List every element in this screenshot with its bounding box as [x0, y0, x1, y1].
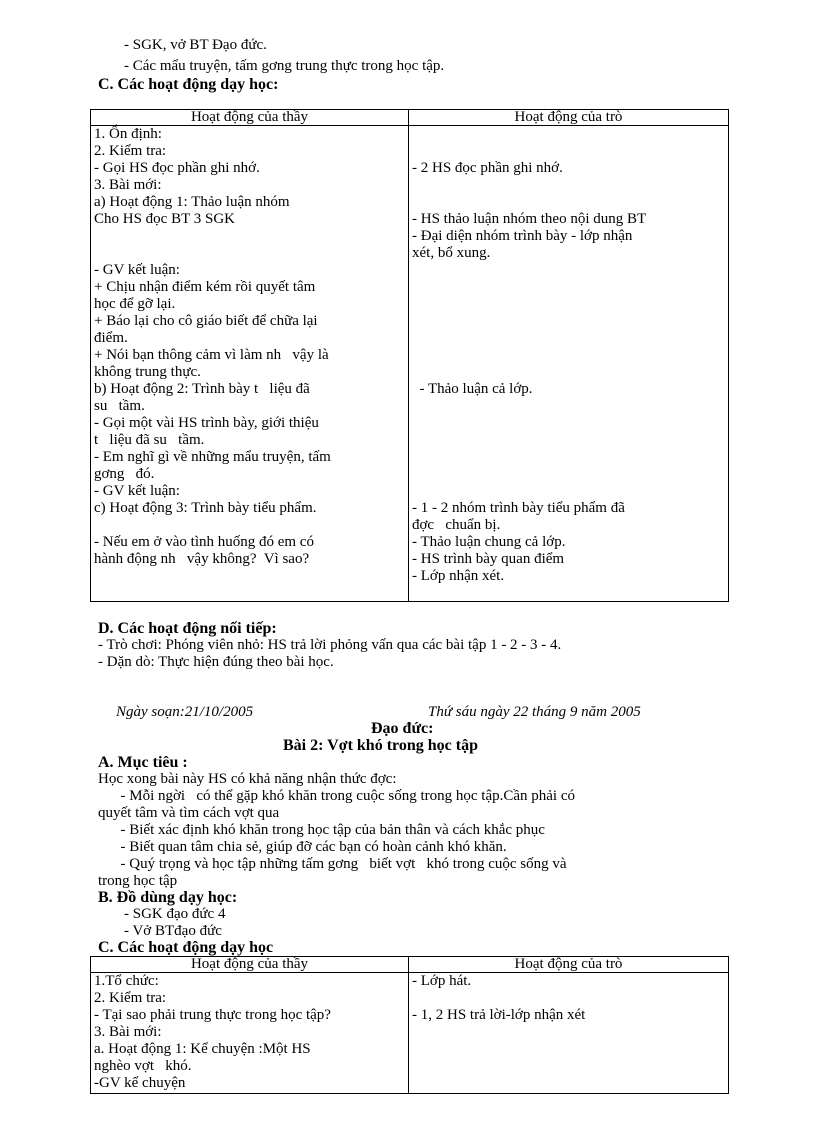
- table2-student-line: - 1, 2 HS trả lời-lớp nhận xét: [412, 1007, 586, 1023]
- table1-student-line: [412, 143, 725, 160]
- activities-table-1: [90, 109, 729, 602]
- table2-teacher-line: 1.Tổ chức:: [94, 973, 159, 989]
- table1-student-line: [412, 466, 725, 483]
- table1-teacher-line: + Chịu nhận điểm kém rồi quyết tâm: [94, 279, 316, 295]
- table1-student-line: [412, 194, 725, 211]
- table1-teacher-line: hành động nh vậy không? Vì sao?: [94, 551, 310, 567]
- section-a-heading: A. Mục tiêu :: [98, 754, 188, 771]
- table1-student-line: - HS trình bày quan điểm: [412, 551, 565, 567]
- table1-teacher-line: gơng đó.: [94, 466, 155, 482]
- table1-teacher-line: - Em nghĩ gì về những mẩu truyện, tấm: [94, 449, 331, 465]
- table1-teacher-line: không trung thực.: [94, 364, 201, 380]
- table1-teacher-line: 3. Bài mới:: [94, 177, 162, 193]
- table1-teacher-line: + Báo lại cho cô giáo biết để chữa lại: [94, 313, 318, 329]
- table2-student-line: [412, 990, 725, 1007]
- table1-student-cell: [409, 126, 729, 602]
- section-b-heading: B. Đồ dùng dạy học:: [98, 889, 238, 906]
- table2-teacher-line: - Tại sao phải trung thực trong học tập?: [94, 1007, 331, 1023]
- d-line-1: - Trò chơi: Phóng viên nhỏ: HS trả lời phỏng vấn qua các bài tập 1 - 2 - 3 - 4.: [98, 637, 562, 653]
- table2-student-line: [412, 1075, 725, 1092]
- table2-teacher-line: -GV kể chuyện: [94, 1075, 186, 1091]
- a-line-2: - Mỗi ngời có thể gặp khó khăn trong cuộc sống trong học tập.Cần phải có: [98, 788, 576, 804]
- table1-teacher-line: [94, 517, 405, 534]
- table2-student-line: [412, 1041, 725, 1058]
- date-prepared: Ngày soạn:21/10/2005: [116, 704, 254, 720]
- table1-student-line: [412, 177, 725, 194]
- activities-table-2: [90, 956, 729, 1094]
- table1-student-line: - Đại diện nhóm trình bày - lớp nhận: [412, 228, 633, 244]
- a-line-1: Học xong bài này HS có khả năng nhận thức đợc:: [98, 771, 397, 787]
- table1-student-line: [412, 364, 725, 381]
- intro-line-2: - Các mẩu truyện, tấm gơng trung thực trong học tập.: [124, 58, 445, 74]
- table1-student-lines: [412, 126, 725, 585]
- table1-teacher-line: su tầm.: [94, 398, 145, 414]
- table1-teacher-line: 2. Kiểm tra:: [94, 143, 167, 159]
- table1-teacher-lines: [94, 126, 405, 568]
- table1-teacher-line: - Gọi HS đọc phần ghi nhớ.: [94, 160, 260, 176]
- table2-student-line: [412, 1024, 725, 1041]
- table2-student-cell: [409, 973, 729, 1094]
- table2-teacher-line: 3. Bài mới:: [94, 1024, 162, 1040]
- b-line-1: - SGK đạo đức 4: [124, 906, 226, 922]
- table1-teacher-cell: [91, 126, 409, 602]
- table2-student-line: - Lớp hát.: [412, 973, 472, 989]
- table1-student-line: [412, 330, 725, 347]
- table1-teacher-line: a) Hoạt động 1: Thảo luận nhóm: [94, 194, 290, 210]
- table1-student-line: [412, 347, 725, 364]
- table1-student-line: - 1 - 2 nhóm trình bày tiểu phẩm đã: [412, 500, 625, 516]
- date-taught: Thứ sáu ngày 22 tháng 9 năm 2005: [428, 704, 641, 720]
- table1-student-line: [412, 279, 725, 296]
- table1-teacher-line: điểm.: [94, 330, 128, 346]
- table1-student-line: - HS thảo luận nhóm theo nội dung BT: [412, 211, 647, 227]
- table1-student-line: [412, 398, 725, 415]
- table1-teacher-line: 1. Ổn định:: [94, 126, 162, 142]
- table1-header-student: Hoạt động của trò: [409, 110, 729, 126]
- subject-title: Đạo đức:: [371, 720, 434, 737]
- table1-teacher-line: [94, 228, 405, 245]
- table1-header-teacher: Hoạt động của thầy: [91, 110, 409, 126]
- table2-header-teacher: Hoạt động của thầy: [91, 957, 409, 973]
- a-line-4: - Biết xác định khó khăn trong học tập của bản thân và cách khắc phục: [98, 822, 545, 838]
- table1-student-line: [412, 313, 725, 330]
- a-line-3: quyết tâm và tìm cách vợt qua: [98, 805, 280, 821]
- table1-teacher-line: t liệu đã su tầm.: [94, 432, 205, 448]
- table1-teacher-line: b) Hoạt động 2: Trình bày t liệu đã: [94, 381, 310, 397]
- table1-student-line: [412, 296, 725, 313]
- table1-student-line: [412, 126, 725, 143]
- a-line-6: - Quý trọng và học tập những tấm gơng biết vợt khó trong cuộc sống và: [98, 856, 567, 872]
- section-c1-heading: C. Các hoạt động dạy học:: [98, 76, 279, 93]
- d-line-2: - Dặn dò: Thực hiện đúng theo bài học.: [98, 654, 334, 670]
- table1-student-line: [412, 483, 725, 500]
- table1-teacher-line: - GV kết luận:: [94, 483, 180, 499]
- table1-teacher-line: c) Hoạt động 3: Trình bày tiểu phẩm.: [94, 500, 317, 516]
- table1-teacher-line: học để gỡ lại.: [94, 296, 176, 312]
- table2-student-lines: [412, 973, 725, 1092]
- table1-student-line: [412, 449, 725, 466]
- table1-teacher-line: + Nói bạn thông cảm vì làm nh vậy là: [94, 347, 329, 363]
- table1-student-line: - 2 HS đọc phần ghi nhớ.: [412, 160, 563, 176]
- table1-student-line: đợc chuẩn bị.: [412, 517, 501, 533]
- b-line-2: - Vở BTđạo đức: [124, 923, 222, 939]
- lesson-title: Bài 2: Vợt khó trong học tập: [283, 737, 478, 754]
- table1-student-line: xét, bổ xung.: [412, 245, 491, 261]
- section-c2-heading: C. Các hoạt động dạy học: [98, 939, 274, 956]
- table1-teacher-line: - Nếu em ở vào tình huống đó em có: [94, 534, 314, 550]
- table1-student-line: - Lớp nhận xét.: [412, 568, 505, 584]
- table2-teacher-line: a. Hoạt động 1: Kể chuyện :Một HS: [94, 1041, 311, 1057]
- table2-header-student: Hoạt động của trò: [409, 957, 729, 973]
- table2-teacher-lines: [94, 973, 405, 1092]
- table1-student-line: [412, 262, 725, 279]
- table1-teacher-line: - Gọi một vài HS trình bày, giới thiệu: [94, 415, 319, 431]
- section-d-heading: D. Các hoạt động nối tiếp:: [98, 620, 277, 637]
- table1-student-line: [412, 432, 725, 449]
- table1-teacher-line: [94, 245, 405, 262]
- table2-student-line: [412, 1058, 725, 1075]
- a-line-5: - Biết quan tâm chia sẻ, giúp đỡ các bạn có hoàn cảnh khó khăn.: [98, 839, 507, 855]
- intro-line-1: - SGK, vở BT Đạo đức.: [124, 37, 267, 53]
- table1-teacher-line: - GV kết luận:: [94, 262, 180, 278]
- table2-teacher-line: 2. Kiểm tra:: [94, 990, 167, 1006]
- a-line-7: trong học tập: [98, 873, 178, 889]
- table1-teacher-line: Cho HS đọc BT 3 SGK: [94, 211, 235, 227]
- table1-student-line: [412, 415, 725, 432]
- table2-teacher-line: nghèo vợt khó.: [94, 1058, 192, 1074]
- table1-student-line: - Thảo luận cả lớp.: [412, 381, 533, 397]
- table2-teacher-cell: [91, 973, 409, 1094]
- table1-student-line: - Thảo luận chung cả lớp.: [412, 534, 566, 550]
